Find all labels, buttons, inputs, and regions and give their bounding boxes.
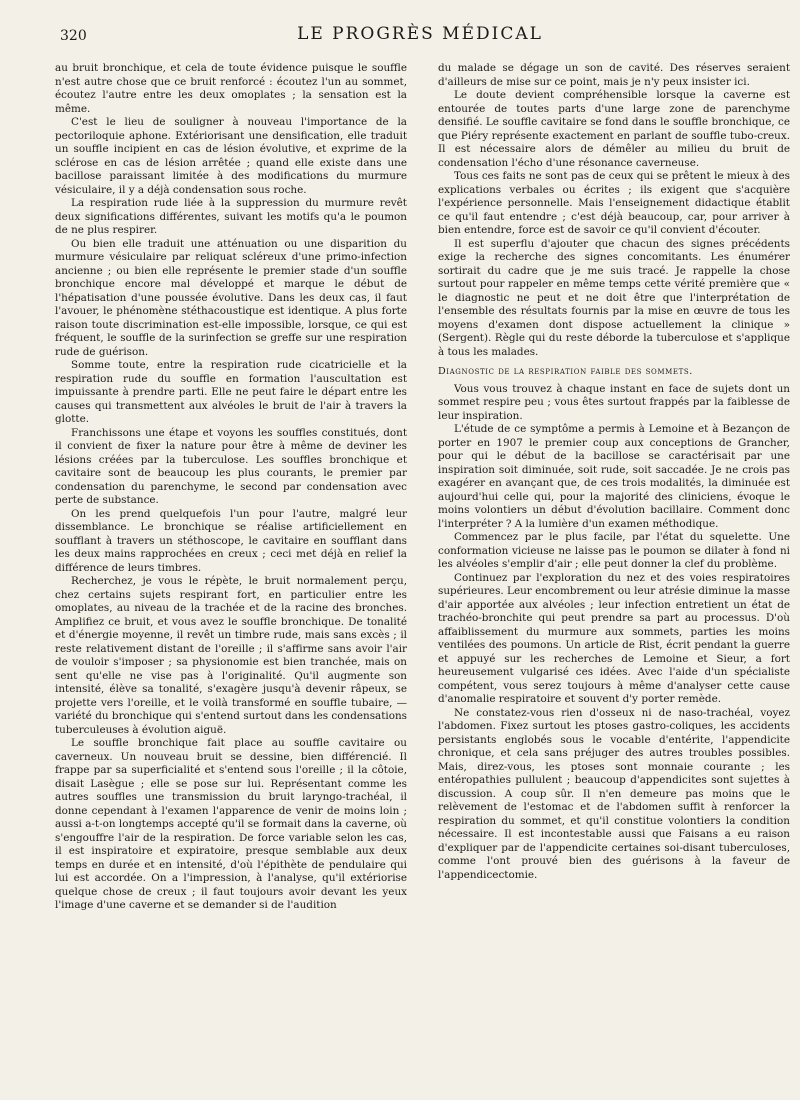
paragraph: Le souffle bronchique fait place au souffle cavitaire ou caverneux. Un nouveau bruit se dessine, bien différencié. Il frappe par sa superficialité et s'entend sous l'oreille ; il la côtoie, disait Lasègue ; elle se pose sur lui. Représentant comme les autres souffles une transmission du bruit laryngo-trachéal, il donne cependant à l'examen l'apparence de venir de moins loin ; aussi a-t-on longtemps accepté qu'il se formait dans la caverne, où s'engouffre l'air de la respiration. De force variable selon les cas, il est inspiratoire et expiratoire, presque semblable aux deux temps en durée et en intensité, d'où l'épithète de pendulaire qui lui est accordée. On a l'impression, à l'analyse, qu'il extériorise quelque chose de creux ; il faut toujours avoir devant les yeux l'image d'une caverne et se demander si de l'audition [55,737,407,911]
paragraph: Tous ces faits ne sont pas de ceux qui se prêtent le mieux à des explications verbales ou écrites ; ils exigent que s'acquière l'expérience personnelle. Mais l'enseignement didactique établit ce qu'il faut entendre ; c'est déjà beaucoup, car, pour arriver à bien entendre, force est de savoir ce qu'il convient d'écouter. [438,170,790,236]
paragraph: Le doute devient compréhensible lorsque la caverne est entourée de toutes parts d'une large zone de parenchyme densifié. Le souffle cavitaire se fond dans le souffle bronchique, ce que Piéry représente exactement en parlant de souffle tubo-creux. Il est nécessaire alors de démêler au milieu du bruit de condensation l'écho d'une résonance caverneuse. [438,89,790,169]
page-number: 320 [60,28,87,44]
paragraph: La respiration rude liée à la suppression du murmure revêt deux significations différentes, suivant les motifs qu'a le poumon de ne plus respirer. [55,197,407,236]
paragraph: Ne constatez-vous rien d'osseux ni de naso-trachéal, voyez l'abdomen. Fixez surtout les ptoses gastro-coliques, les accidents persistants englobés sous le vocable d'entérite, l'appendicite chronique, et cela sans préjuger des autres troubles possibles. Mais, direz-vous, les ptoses sont monnaie courante ; les entéropathies pullulent ; beaucoup d'appendicites sont sujettes à discussion. A coup sûr. Il n'en demeure pas moins que le relèvement de l'estomac et de l'abdomen suffit à renforcer la respiration du sommet, et qu'il constitue volontiers la condition nécessaire. Il est incontestable aussi que Faisans a eu raison d'expliquer par de l'appendicite certaines soi-disant tuberculoses, comme l'ont prouvé bien des guérisons à la faveur de l'appendicectomie. [438,706,790,881]
paragraph: Commencez par le plus facile, par l'état du squelette. Une conformation vicieuse ne laisse pas le poumon se dilater à fond ni les alvéoles s'emplir d'air ; elle peut donner la clef du problème. [438,531,790,570]
running-title: LE PROGRÈS MÉDICAL [297,24,543,44]
left-column [55,62,407,913]
paragraph: Somme toute, entre la respiration rude cicatricielle et la respiration rude du souffle en formation l'auscultation est impuissante à prendre parti. Elle ne peut faire le départ entre les causes qui transmettent aux alvéoles le bruit de l'air à travers la glotte. [55,359,407,425]
section-heading: Diagnostic de la respiration faible des sommets. [438,366,693,377]
paragraph: L'étude de ce symptôme a permis à Lemoine et à Bezançon de porter en 1907 le premier coup aux conceptions de Grancher, pour qui le début de la bacillose se caractérisait par une inspiration soit diminuée, soit rude, soit saccadée. Je ne crois pas exagérer en avançant que, de ces trois modalités, la diminuée est aujourd'hui celle qui, pour la majorité des cliniciens, évoque le moins volontiers un début d'évolution bacillaire. Comment donc l'interpréter ? A la lumière d'un examen méthodique. [438,423,790,530]
paragraph: Recherchez, je vous le répète, le bruit normalement perçu, chez certains sujets respirant fort, en particulier entre les omoplates, au niveau de la trachée et de la racine des bronches. Amplifiez ce bruit, et vous avez le souffle bronchique. De tonalité et d'énergie moyenne, il revêt un timbre rude, mais sans excès ; il reste relativement distant de l'oreille ; il s'affirme sans avoir l'air de vouloir s'imposer ; sa physionomie est bien tranchée, mais on sent qu'elle ne vise pas à l'originalité. Qu'il augmente son intensité, élève sa tonalité, s'exagère jusqu'à devenir râpeux, se projette vers l'oreille, et le voilà transformé en souffle tubaire, — variété du bronchique qui s'entend surtout dans les condensations tuberculeuses à évolution aiguë. [55,575,407,736]
paragraph: Vous vous trouvez à chaque instant en face de sujets dont un sommet respire peu ; vous êtes surtout frappés par la faiblesse de leur inspiration. [438,382,790,422]
paragraph: C'est le lieu de souligner à nouveau l'importance de la pectoriloquie aphone. Extériorisant une densification, elle traduit un souffle incipient en cas de lésion évolutive, et exprime de la sclérose en cas de lésion arrêtée ; quand elle existe dans une bacillose paraissant limitée à des modifications du murmure vésiculaire, il y a déjà condensation sous roche. [55,116,407,196]
paragraph: du malade se dégage un son de cavité. Des réserves seraient d'ailleurs de mise sur ce point, mais je n'y peux insister ici. [438,62,790,88]
paragraph: Continuez par l'exploration du nez et des voies respiratoires supérieures. Leur encombrement ou leur atrésie diminue la masse d'air apportée aux alvéoles ; leur infection entretient un état de trachéo-bronchite qui peut prendre sa part au processus. D'où affaiblissement du murmure aux sommets, parties les moins ventilées des poumons. Un article de Rist, écrit pendant la guerre et appuyé sur les recherches de Lemoine et Sieur, a fort heureusement vulgarisé ces idées. Avec l'aide d'un spécialiste compétent, vous serez toujours à même d'analyser cette cause d'anomalie respiratoire et souvent d'y porter remède. [438,571,790,705]
paragraph: au bruit bronchique, et cela de toute évidence puisque le souffle n'est autre chose que ce bruit renforcé : écoutez l'un au sommet, écoutez l'autre entre les deux omoplates ; la sensation est la même. [55,62,407,115]
paragraph: On les prend quelquefois l'un pour l'autre, malgré leur dissemblance. Le bronchique se réalise artificiellement en soufflant à travers un stéthoscope, le cavitaire en soufflant dans les deux mains rapprochées en creux ; ceci met déjà en relief la différence de leurs timbres. [55,507,407,574]
page-header [50,14,790,44]
paragraph: Franchissons une étape et voyons les souffles constitués, dont il convient de fixer la nature pour être à même de deviner les lésions créées par la tuberculose. Les souffles bronchique et cavitaire sont de beaucoup les plus courants, le premier par condensation du parenchyme, le second par condensation avec perte de substance. [55,426,407,506]
paragraph: Il est superflu d'ajouter que chacun des signes précédents exige la recherche des signes concomitants. Les énumérer sortirait du cadre que je me suis tracé. Je rappelle la chose surtout pour rappeler en même temps cette vérité première que « le diagnostic ne peut et ne doit être que l'interprétation de l'ensemble des résultats fournis par la mise en œuvre de tous les moyens d'examen dont dispose actuellement la clinique » (Sergent). Règle qui du reste déborde la tuberculose et s'applique à tous les malades. [438,237,790,358]
paragraph: Ou bien elle traduit une atténuation ou une disparition du murmure vésiculaire par reliquat scléreux d'une primo-infection ancienne ; ou bien elle représente le premier stade d'un souffle bronchique encore mal développé et marque le début de l'hépatisation d'une poussée évolutive. Dans les deux cas, il faut l'avouer, le phénomène stéthacoustique est identique. A plus forte raison toute discrimination est-elle impossible, lorsque, ce qui est fréquent, le souffle de la surinfection se greffe sur une respiration rude de guérison. [55,237,407,358]
right-column [438,62,790,882]
